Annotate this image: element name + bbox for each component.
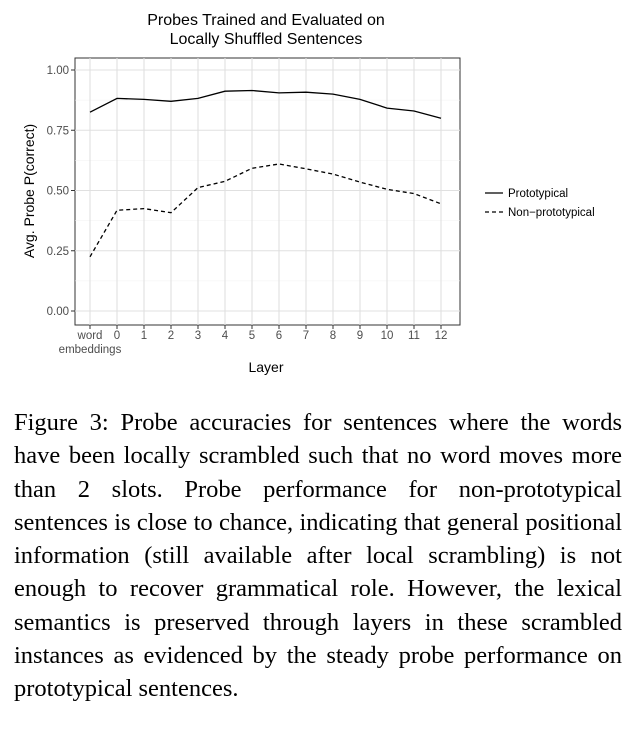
legend-label: Prototypical: [508, 188, 569, 200]
x-axis-title: Layer: [248, 359, 284, 375]
y-tick-label: 0.75: [46, 125, 69, 138]
figure-caption: Figure 3: Probe accuracies for sentences where the words have been locally scrambled such that no word moves more than 2 slots. Probe performance for non-prototypical sentences is close to chance, indicating that general positional information (still available after local scrambling) is not enough to recover grammatical role. However, the lexical semantics is preserved through layers in these scrambled instances as evidenced by the steady probe performance on prototypical sentences.: [14, 409, 622, 703]
chart-title-line: Locally Shuffled Sentences: [169, 31, 363, 48]
x-axis-ticks: [59, 325, 448, 356]
x-tick-label: 9: [356, 330, 364, 342]
x-tick-label: 10: [380, 330, 394, 342]
chart-title: [147, 12, 385, 48]
y-tick-label: 0.00: [46, 306, 69, 318]
x-tick-label: 1: [140, 330, 148, 342]
x-tick-label: 12: [434, 330, 448, 342]
x-tick-label: 2: [167, 330, 175, 342]
y-axis-ticks: [47, 65, 75, 318]
legend: [485, 188, 595, 219]
x-tick-label: 8: [329, 330, 337, 342]
y-tick-label: 1.00: [46, 65, 69, 77]
x-tick-label: word embeddings: [58, 330, 122, 356]
y-axis-title: Avg. Probe P(correct): [21, 123, 37, 259]
x-tick-label: 3: [194, 330, 202, 342]
plot-border: [75, 58, 460, 325]
y-tick-label: 0.50: [46, 185, 69, 198]
x-tick-label: 0: [113, 330, 121, 342]
chart-title-line: Probes Trained and Evaluated on: [147, 12, 385, 29]
x-tick-label: 4: [221, 330, 229, 342]
plot-panel: [75, 58, 460, 325]
x-tick-label: 11: [408, 330, 420, 342]
x-tick-label: 7: [302, 330, 310, 342]
y-tick-label: 0.25: [46, 245, 69, 258]
x-tick-label: 5: [248, 330, 256, 342]
x-tick-label: 6: [275, 330, 283, 342]
legend-label: Non−prototypical: [508, 207, 595, 219]
